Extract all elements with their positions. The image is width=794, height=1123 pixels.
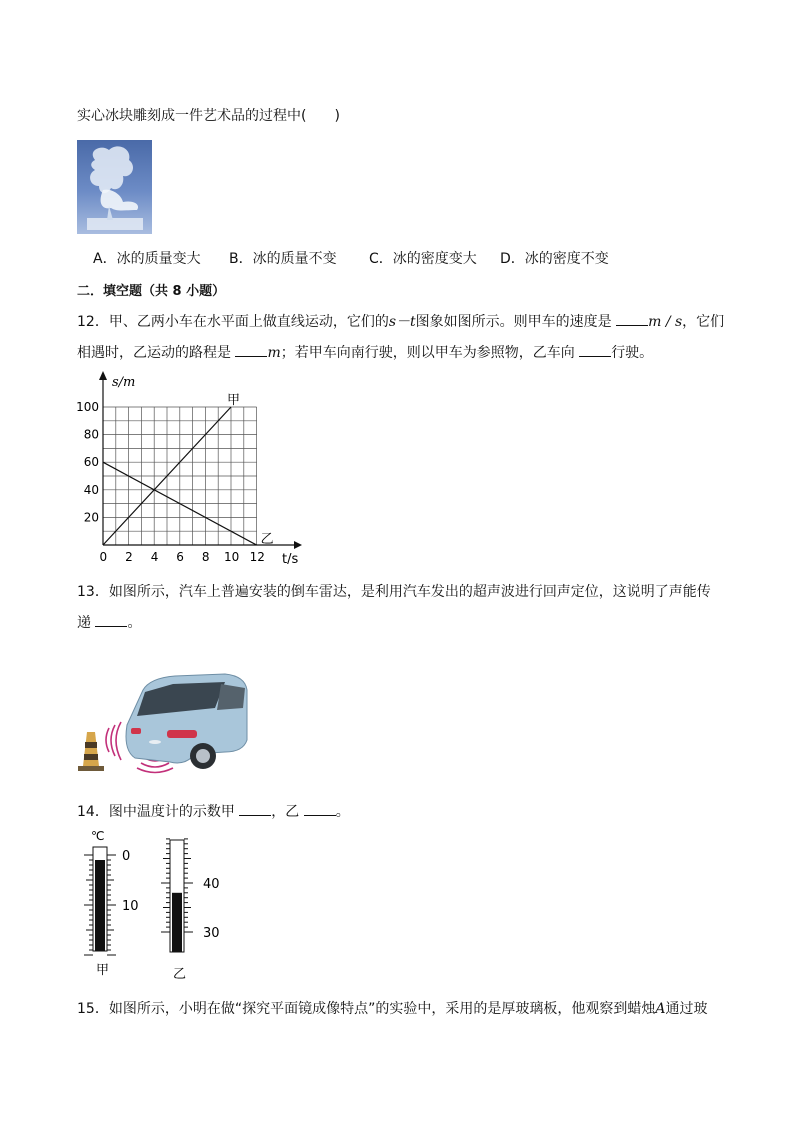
answer-blank[interactable] xyxy=(239,803,271,816)
q12-st: s－t xyxy=(388,314,416,330)
q12-text: 相遇时，乙运动的路程是 xyxy=(77,345,231,361)
x-axis-arrow xyxy=(294,541,302,549)
st-chart xyxy=(70,368,310,568)
y-tick-label: 20 xyxy=(83,510,99,525)
q12-text: 图象如图所示。则甲车的速度是 xyxy=(415,314,612,330)
thermometer-jia xyxy=(72,826,152,981)
q11-option-b: B．冰的质量不变 xyxy=(229,251,337,267)
liquid-column xyxy=(95,860,105,951)
q14-text: 。 xyxy=(335,804,350,820)
x-tick-label: 4 xyxy=(150,550,159,564)
thermometer-label: 10 xyxy=(122,899,139,914)
x-tick-label: 2 xyxy=(125,550,133,564)
thermometer-unit: ℃ xyxy=(91,829,105,843)
section-title: 二．填空题（共 8 小题） xyxy=(77,284,226,299)
thermometer-yi xyxy=(155,836,235,984)
x-tick-label: 12 xyxy=(249,550,265,564)
x-tick-label: 0 xyxy=(99,550,108,564)
ice-sculpture-image xyxy=(77,140,152,234)
answer-blank[interactable] xyxy=(304,803,336,816)
liquid-column xyxy=(172,893,182,952)
traffic-cone-icon xyxy=(78,732,104,771)
q12-text: ；若甲车向南行驶，则以甲车为参照物，乙车向 xyxy=(280,345,575,361)
q14-text: ，乙 xyxy=(271,804,300,820)
thermometer-label: 30 xyxy=(203,926,220,941)
q15-text: 15．如图所示，小明在做“探究平面镜成像特点”的实验中，采用的是厚玻璃板，他观察到蜡烛 xyxy=(77,1001,656,1017)
q11-option-a: A．冰的质量变大 xyxy=(93,251,201,267)
y-axis-arrow xyxy=(99,371,107,380)
thermometer-label: 0 xyxy=(122,849,131,864)
q12-line2 xyxy=(77,342,653,362)
q11-option-d: D．冰的密度不变 xyxy=(500,251,609,267)
x-axis-label: t/s xyxy=(282,552,299,567)
y-tick-label: 80 xyxy=(83,427,99,442)
q12-text: 12．甲、乙两小车在水平面上做直线运动，它们的 xyxy=(77,314,389,330)
thermometer-label: 40 xyxy=(203,877,220,892)
q12-text: ，它们 xyxy=(682,314,725,330)
reversing-car-image xyxy=(75,670,250,775)
q15-text: 通过玻 xyxy=(665,1001,708,1017)
q12-unit: m xyxy=(267,345,281,361)
thermometer-name: 甲 xyxy=(96,963,110,978)
q12-line1 xyxy=(77,311,724,331)
q13-text: 。 xyxy=(127,615,142,631)
answer-blank[interactable] xyxy=(95,614,127,627)
answer-blank[interactable] xyxy=(579,344,611,357)
chart-grid xyxy=(103,407,257,545)
series-label: 甲 xyxy=(227,393,241,408)
q13-line1: 13．如图所示，汽车上普遍安装的倒车雷达，是利用汽车发出的超声波进行回声定位，这说明了声能传 xyxy=(77,584,711,600)
q11-option-c: C．冰的密度变大 xyxy=(369,251,477,267)
q12-text: 行驶。 xyxy=(611,345,654,361)
q15-var: A xyxy=(655,1001,666,1017)
x-tick-label: 6 xyxy=(176,550,184,564)
q11-stem: 实心冰块雕刻成一件艺术品的过程中( ) xyxy=(77,108,340,124)
q13-text: 递 xyxy=(77,615,91,631)
series-label: 乙 xyxy=(260,532,274,547)
answer-blank[interactable] xyxy=(616,313,648,326)
thermometer-name: 乙 xyxy=(173,967,187,982)
y-tick-label: 60 xyxy=(83,455,99,470)
q14-line xyxy=(77,801,350,821)
answer-blank[interactable] xyxy=(235,344,267,357)
x-tick-label: 10 xyxy=(224,550,240,564)
q15-line xyxy=(77,998,707,1018)
y-axis-label: s/m xyxy=(112,375,136,390)
q13-line2 xyxy=(77,612,141,632)
y-tick-label: 100 xyxy=(76,400,99,414)
x-tick-label: 8 xyxy=(201,550,210,564)
q12-unit: m / s xyxy=(648,314,683,330)
q14-text: 14．图中温度计的示数甲 xyxy=(77,804,235,820)
y-tick-label: 40 xyxy=(83,482,99,497)
